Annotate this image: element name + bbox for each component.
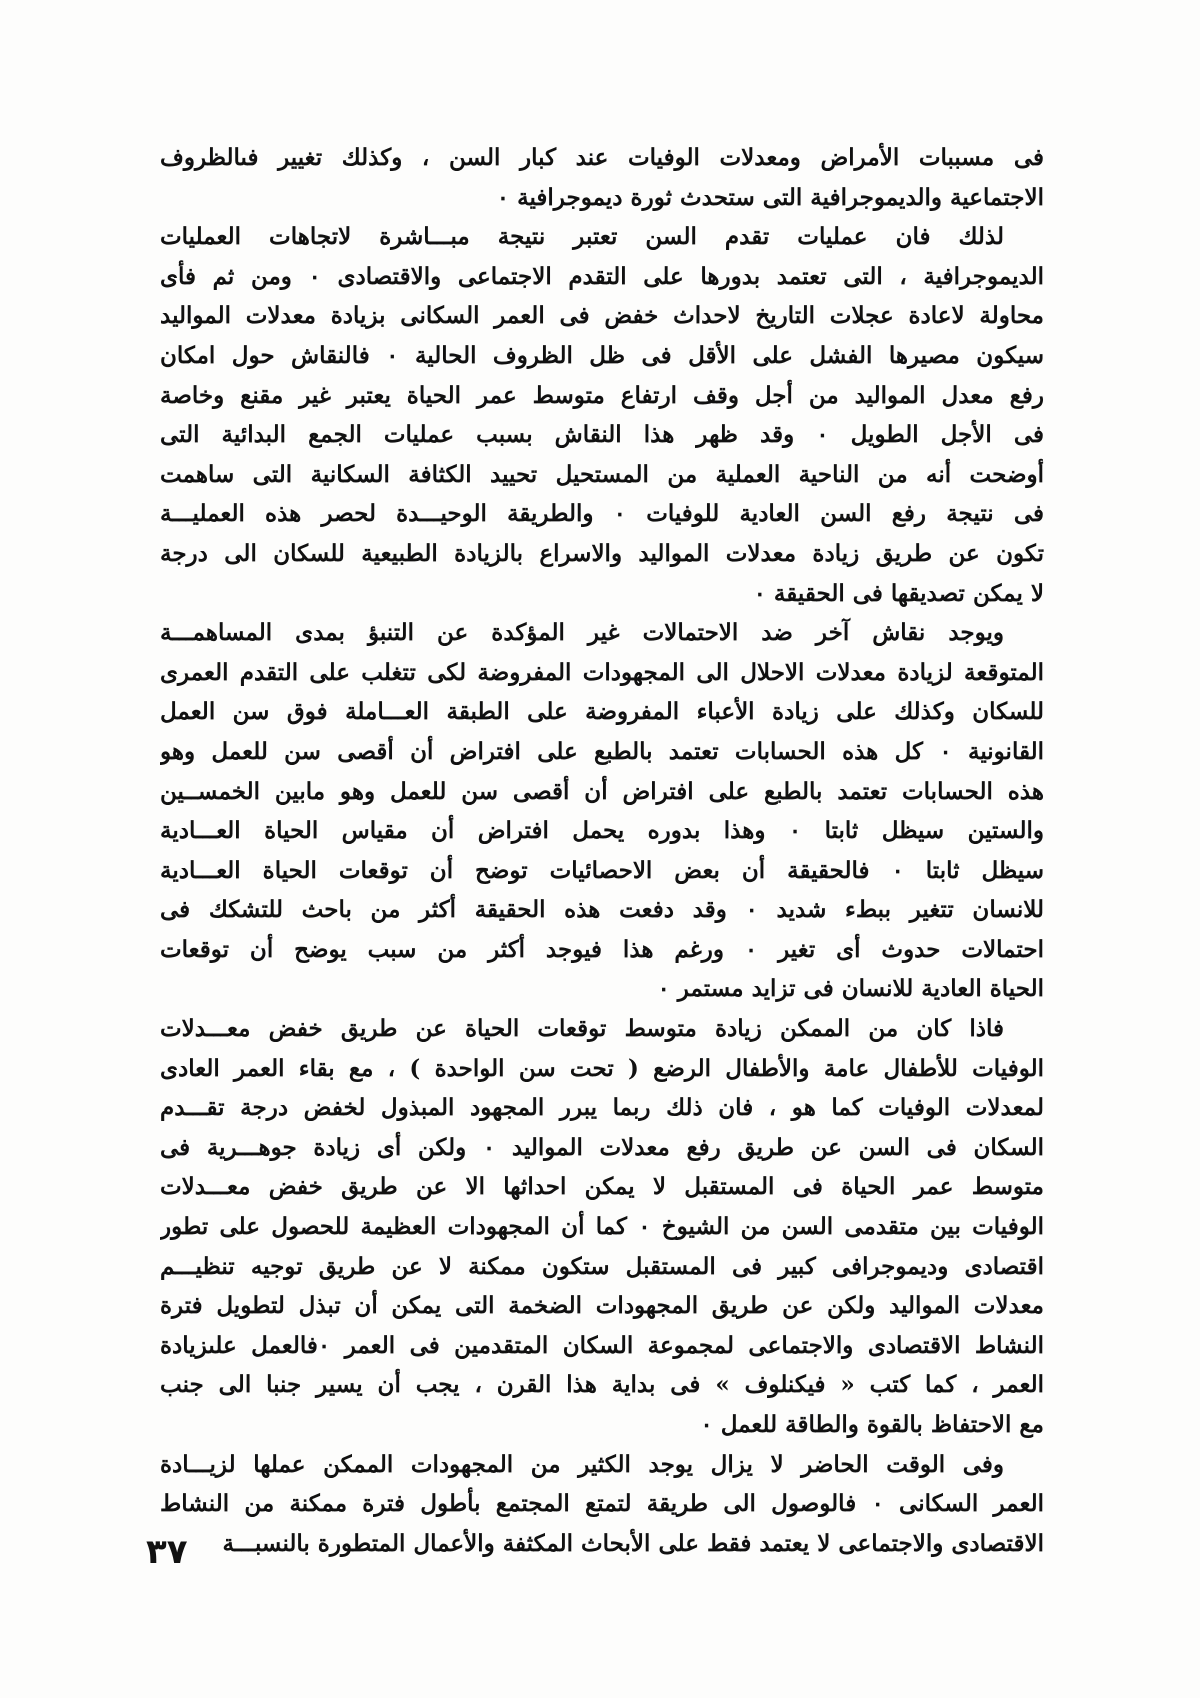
text-line: الحياة العادية للانسان فى تزايد مستمر ٠	[657, 975, 1044, 1003]
text-line: لا يمكن تصديقها فى الحقيقة ٠	[753, 579, 1044, 607]
text-line: العمر ، كما كتب « فيكنلوف » فى بداية هذا القرن ، يجب أن يسير جنبا الى جنب	[160, 1371, 1044, 1399]
text-line: للسكان وكذلك على زيادة الأعباء المفروضة على الطبقة العـــاملة فوق سن العمل	[160, 698, 1044, 726]
body-text	[160, 138, 1044, 1563]
text-line: فى نتيجة رفع السن العادية للوفيات ٠ والطريقة الوحيـــدة لحصر هذه العمليـــة	[160, 500, 1044, 528]
text-line: الوفيات للأطفال عامة والأطفال الرضع ( تحت سن الواحدة ) ، مع بقاء العمر العادى	[160, 1054, 1044, 1082]
text-line: سيكون مصيرها الفشل على الأقل فى ظل الظروف الحالية ٠ فالنقاش حول امكان	[160, 341, 1044, 369]
text-line: متوسط عمر الحياة فى المستقبل لا يمكن احداثها الا عن طريق خفض معـــدلات	[160, 1173, 1044, 1201]
text-line: المتوقعة لزيادة معدلات الاحلال الى المجهودات المفروضة لكى تتغلب على التقدم العمرى	[160, 658, 1044, 686]
paragraph	[160, 217, 1044, 613]
text-line: ويوجد نقاش آخر ضد الاحتمالات غير المؤكدة عن التنبؤ بمدى المساهمـــة	[160, 619, 1004, 647]
text-line: فى الأجل الطويل ٠ وقد ظهر هذا النقاش بسبب عمليات الجمع البدائية التى	[160, 421, 1044, 449]
text-line: أوضحت أنه من الناحية العملية من المستحيل تحييد الكثافة السكانية التى ساهمت	[160, 460, 1044, 488]
text-line: سيظل ثابتا ٠ فالحقيقة أن بعض الاحصائيات توضح أن توقعات الحياة العـــادية	[160, 856, 1044, 884]
text-line: النشاط الاقتصادى والاجتماعى لمجموعة السكان المتقدمين فى العمر ٠فالعمل علىزيادة	[160, 1331, 1044, 1359]
paragraph	[160, 138, 1044, 217]
text-line: وفى الوقت الحاضر لا يزال يوجد الكثير من المجهودات الممكن عملها لزيـــادة	[160, 1450, 1004, 1478]
text-line: الديموجرافية ، التى تعتمد بدورها على التقدم الاجتماعى والاقتصادى ٠ ومن ثم فأى	[160, 262, 1044, 290]
text-line: تكون عن طريق زيادة معدلات المواليد والاسراع بالزيادة الطبيعية للسكان الى درجة	[160, 539, 1044, 567]
text-line: للانسان تتغير ببطء شديد ٠ وقد دفعت هذه الحقيقة أكثر من باحث للتشكك فى	[160, 896, 1044, 924]
text-line: لمعدلات الوفيات كما هو ، فان ذلك ربما يبرر المجهود المبذول لخفض درجة تقـــدم	[160, 1094, 1044, 1122]
paragraph	[160, 1009, 1044, 1445]
text-line: احتمالات حدوث أى تغير ٠ ورغم هذا فيوجد أكثر من سبب يوضح أن توقعات	[160, 935, 1044, 963]
text-line: القانونية ٠ كل هذه الحسابات تعتمد بالطبع على افتراض أن أقصى سن للعمل وهو	[160, 737, 1044, 765]
text-line: الاجتماعية والديموجرافية التى ستحدث ثورة ديموجرافية ٠	[496, 183, 1044, 211]
text-line: اقتصادى وديموجرافى كبير فى المستقبل ستكون ممكنة لا عن طريق توجيه تنظيـــم	[160, 1252, 1044, 1280]
text-line: مع الاحتفاظ بالقوة والطاقة للعمل ٠	[700, 1411, 1044, 1438]
paragraph	[160, 1445, 1044, 1564]
page-number: ٣٧	[146, 1532, 188, 1572]
text-line: معدلات المواليد ولكن عن طريق المجهودات الضخمة التى يمكن أن تبذل لتطويل فترة	[160, 1292, 1044, 1320]
text-line: الاقتصادى والاجتماعى لا يعتمد فقط على الأبحاث المكثفة والأعمال المتطورة بالنسبـــة	[222, 1529, 1044, 1557]
text-line: العمر السكانى ٠ فالوصول الى طريقة لتمتع المجتمع بأطول فترة ممكنة من النشاط	[160, 1490, 1044, 1518]
text-line: فى مسببات الأمراض ومعدلات الوفيات عند كبار السن ، وكذلك تغيير فىالظروف	[160, 144, 1044, 171]
paragraph	[160, 613, 1044, 1009]
text-line: رفع معدل المواليد من أجل وقف ارتفاع متوسط عمر الحياة يعتبر غير مقنع وخاصة	[160, 381, 1044, 409]
text-line: الوفيات بين متقدمى السن من الشيوخ ٠ كما أن المجهودات العظيمة للحصول على تطور	[160, 1213, 1044, 1241]
text-line: محاولة لاعادة عجلات التاريخ لاحداث خفض فى العمر السكانى بزيادة معدلات المواليد	[160, 302, 1044, 330]
text-line: والستين سيظل ثابتا ٠ وهذا بدوره يحمل افتراض أن مقياس الحياة العـــادية	[160, 817, 1044, 845]
text-line: فاذا كان من الممكن زيادة متوسط توقعات الحياة عن طريق خفض معـــدلات	[160, 1015, 1004, 1043]
text-line: السكان فى السن عن طريق رفع معدلات المواليد ٠ ولكن أى زيادة جوهـــرية فى	[160, 1133, 1044, 1161]
text-line: لذلك فان عمليات تقدم السن تعتبر نتيجة مبـــاشرة لاتجاهات العمليات	[160, 223, 1004, 251]
text-line: هذه الحسابات تعتمد بالطبع على افتراض أن أقصى سن للعمل وهو مابين الخمســين	[160, 777, 1044, 805]
